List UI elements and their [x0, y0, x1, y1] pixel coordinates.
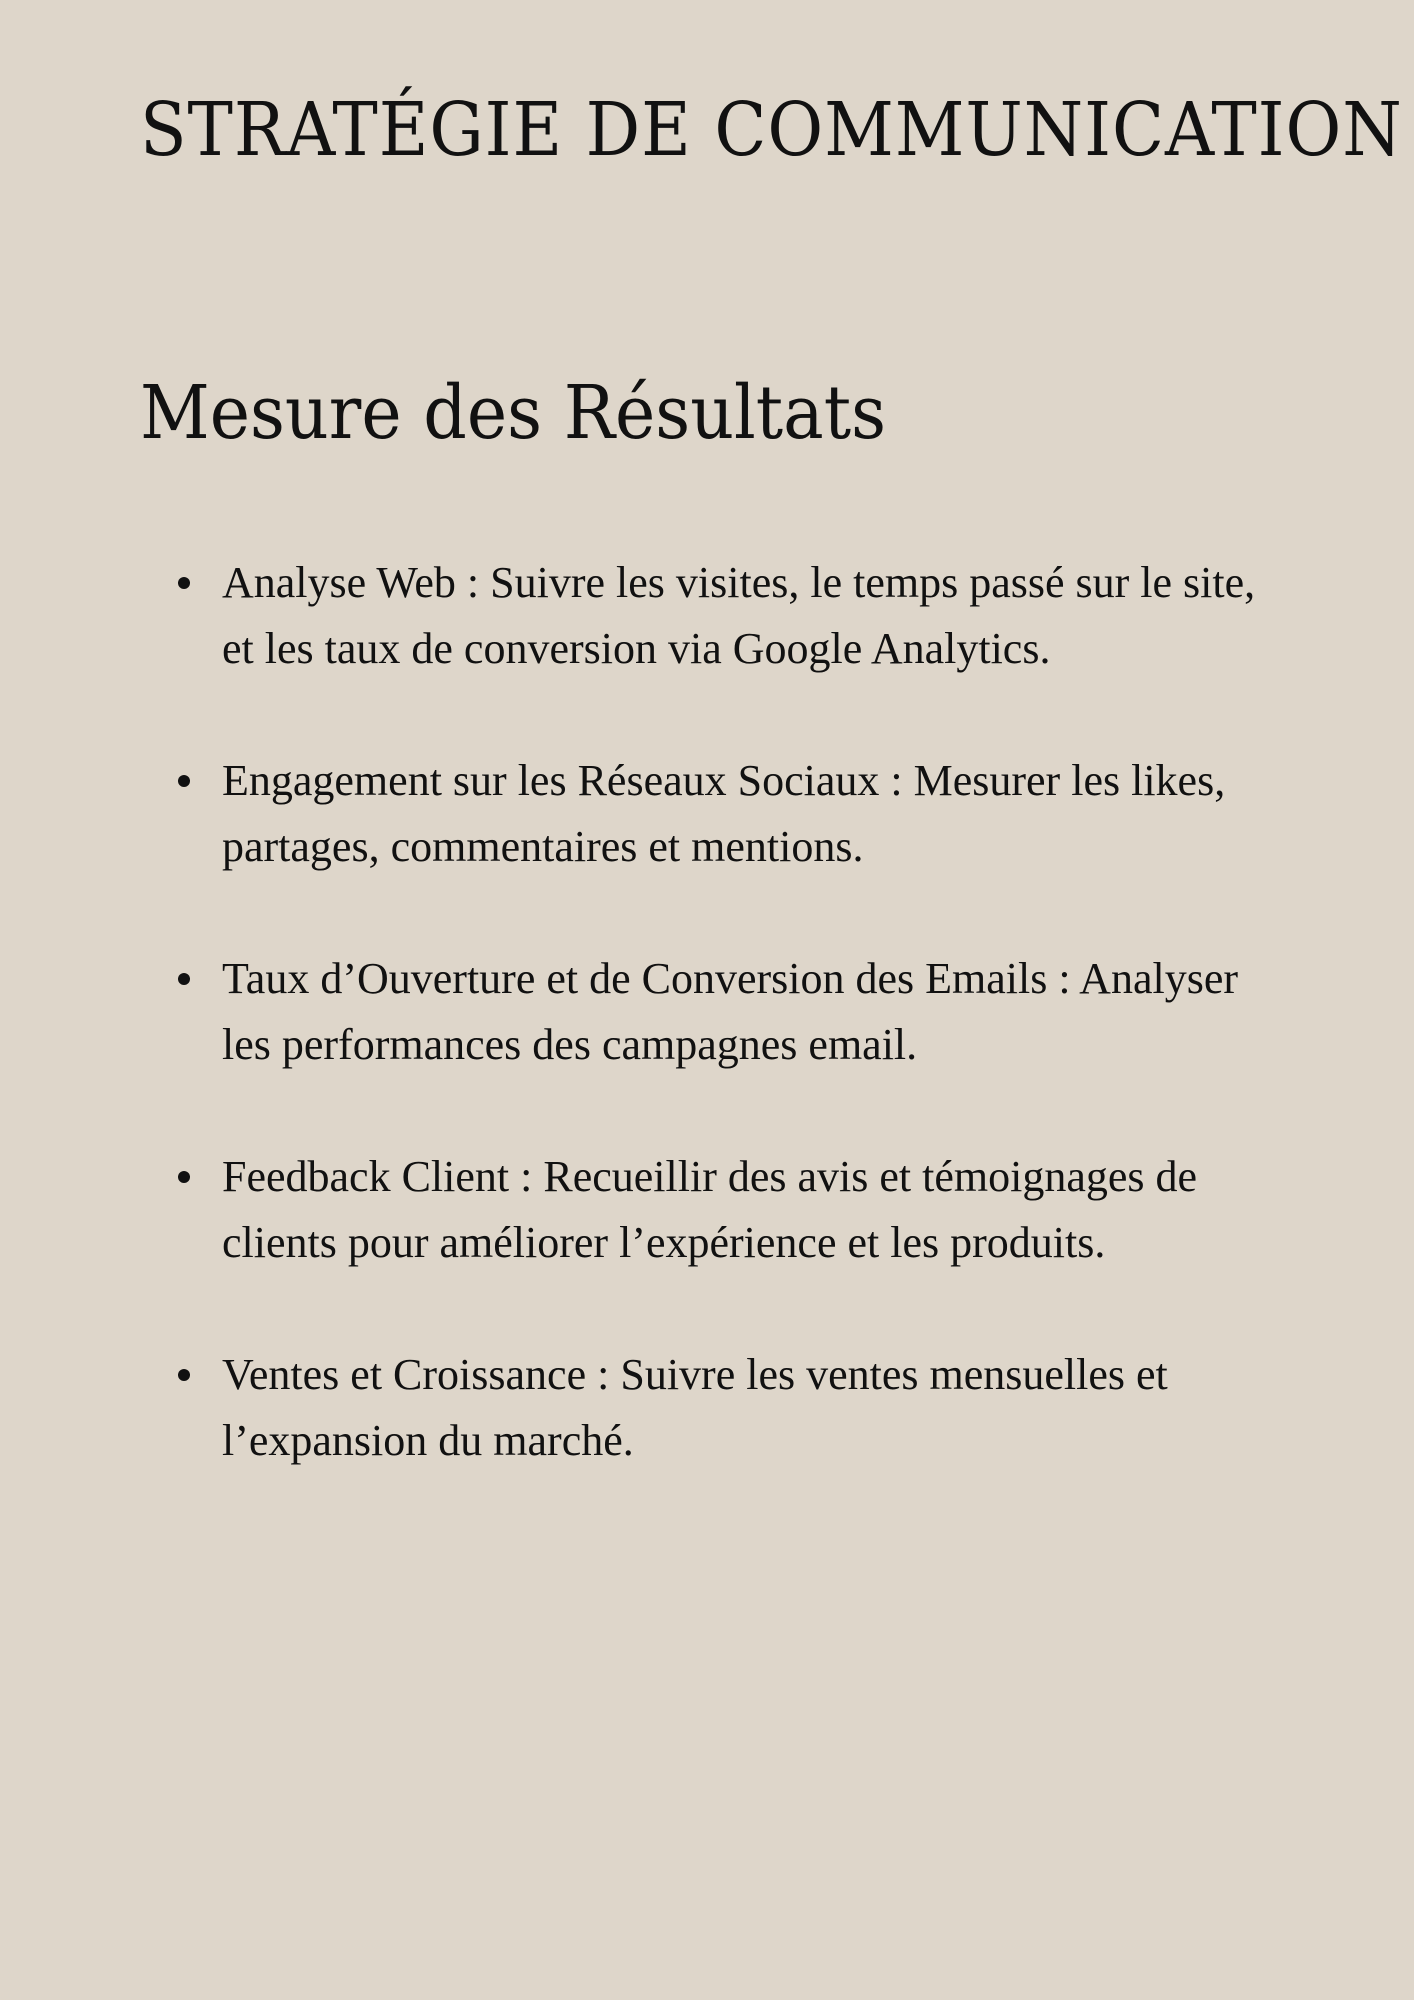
- list-item: [178, 1342, 1278, 1474]
- section-title: Mesure des Résultats: [140, 370, 887, 456]
- bullet-icon: [178, 1171, 190, 1183]
- list-item: [178, 1144, 1278, 1276]
- bullet-icon: [178, 775, 190, 787]
- bullet-icon: [178, 973, 190, 985]
- list-item: [178, 946, 1278, 1078]
- list-item-text: Analyse Web : Suivre les visites, le temps passé sur le site, et les taux de conversion via Google Analytics.: [222, 558, 1256, 673]
- list-item-text: Ventes et Croissance : Suivre les ventes mensuelles et l’expansion du marché.: [222, 1350, 1168, 1465]
- results-list: [178, 550, 1278, 1540]
- list-item-text: Engagement sur les Réseaux Sociaux : Mesurer les likes, partages, commentaires et mentions.: [222, 756, 1226, 871]
- list-item-text: Taux d’Ouverture et de Conversion des Emails : Analyser les performances des campagnes email.: [222, 954, 1238, 1069]
- list-item-text: Feedback Client : Recueillir des avis et témoignages de clients pour améliorer l’expérience et les produits.: [222, 1152, 1198, 1267]
- list-item: [178, 550, 1278, 682]
- page-title: STRATÉGIE DE COMMUNICATION: [140, 87, 1403, 173]
- bullet-icon: [178, 577, 190, 589]
- bullet-icon: [178, 1369, 190, 1381]
- list-item: [178, 748, 1278, 880]
